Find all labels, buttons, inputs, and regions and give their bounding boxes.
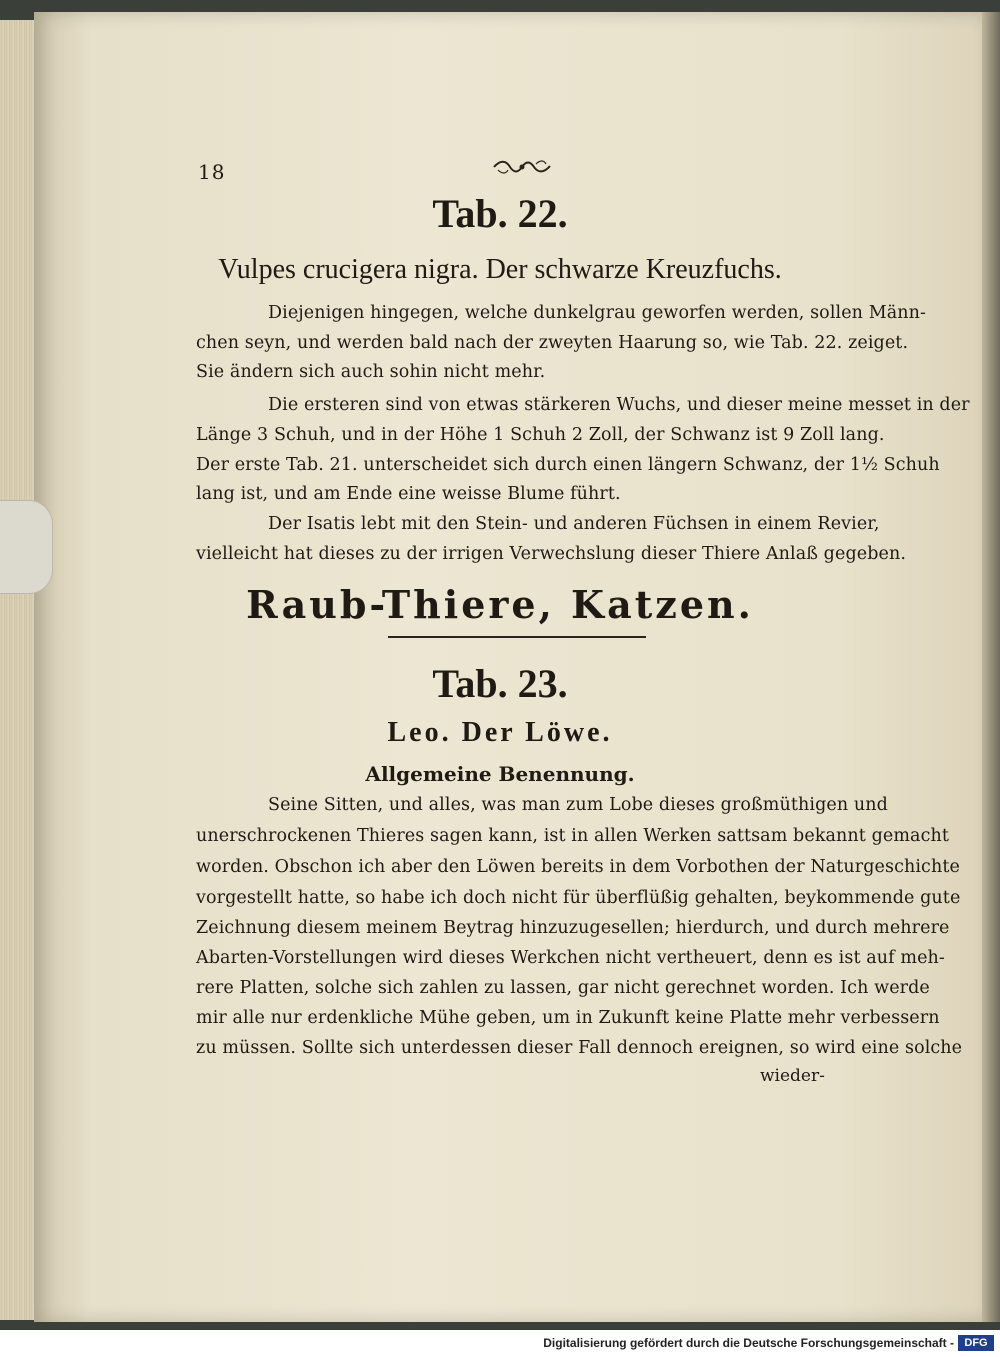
paragraph-line: zu müssen. Sollte sich unterdessen dieser Fall dennoch ereignen, so wird eine solche (196, 1038, 963, 1058)
page-number: 18 (198, 160, 226, 184)
paragraph-line: lang ist, und am Ende eine weisse Blume führt. (196, 484, 621, 504)
paragraph-line: chen seyn, und werden bald nach der zweyten Haarung so, wie Tab. 22. zeiget. (196, 333, 909, 353)
paragraph-line: mir alle nur erdenkliche Mühe geben, um in Zukunft keine Platte mehr verbessern (196, 1008, 940, 1028)
paragraph-line: unerschrockenen Thieres sagen kann, ist in allen Werken sattsam bekannt gemacht (196, 826, 949, 846)
paragraph-line: Abarten-Vorstellungen wird dieses Werkchen nicht vertheuert, denn es ist auf meh- (196, 948, 945, 968)
footer-credit: Digitalisierung gefördert durch die Deutsche Forschungsgemeinschaft - (543, 1336, 954, 1350)
paragraph-line: Diejenigen hingegen, welche dunkelgrau geworfen werden, sollen Männ- (268, 303, 927, 323)
tab-22-heading: Tab. 22. (432, 191, 568, 236)
paragraph-line: worden. Obschon ich aber den Löwen bereits in dem Vorbothen der Naturgeschichte (196, 857, 960, 877)
dfg-logo-icon: DFG (958, 1335, 994, 1351)
paragraph-line: Der erste Tab. 21. unterscheidet sich durch einen längern Schwanz, der 1½ Schuh (196, 455, 940, 475)
footer-bar (0, 1330, 1000, 1357)
paragraph-line: rere Platten, solche sich zahlen zu lassen, gar nicht gerechnet worden. Ich werde (196, 978, 930, 998)
paragraph-line: Der Isatis lebt mit den Stein- und anderen Füchsen in einem Revier, (268, 514, 880, 534)
paragraph-line: vielleicht hat dieses zu der irrigen Verwechslung dieser Thiere Anlaß gegeben. (196, 544, 906, 564)
tab-23-heading: Tab. 23. (432, 661, 568, 706)
tab-23-subtitle: Leo. Der Löwe. (387, 717, 613, 748)
subheading-allgemeine-benennung: Allgemeine Benennung. (365, 762, 635, 786)
paragraph-line: Zeichnung diesem meinem Beytrag hinzuzugesellen; hierdurch, und durch mehrere (196, 918, 950, 938)
paragraph-line: Die ersteren sind von etwas stärkeren Wuchs, und dieser meine messet in der (268, 395, 970, 415)
paragraph-line: vorgestellt hatte, so habe ich doch nicht für überflüßig gehalten, beykommende gute (196, 888, 961, 908)
paragraph-line: Seine Sitten, und alles, was man zum Lobe dieses großmüthigen und (268, 795, 888, 815)
paragraph-line: Sie ändern sich auch sohin nicht mehr. (196, 362, 546, 382)
paragraph-line: Länge 3 Schuh, und in der Höhe 1 Schuh 2 Zoll, der Schwanz ist 9 Zoll lang. (196, 425, 885, 445)
divider-rule (388, 636, 646, 638)
tab-22-subtitle: Vulpes crucigera nigra. Der schwarze Kreuzfuchs. (218, 254, 782, 285)
ornament-icon (492, 158, 552, 176)
section-title: Raub-Thiere, Katzen. (246, 582, 754, 627)
catchword: wieder- (760, 1066, 825, 1086)
